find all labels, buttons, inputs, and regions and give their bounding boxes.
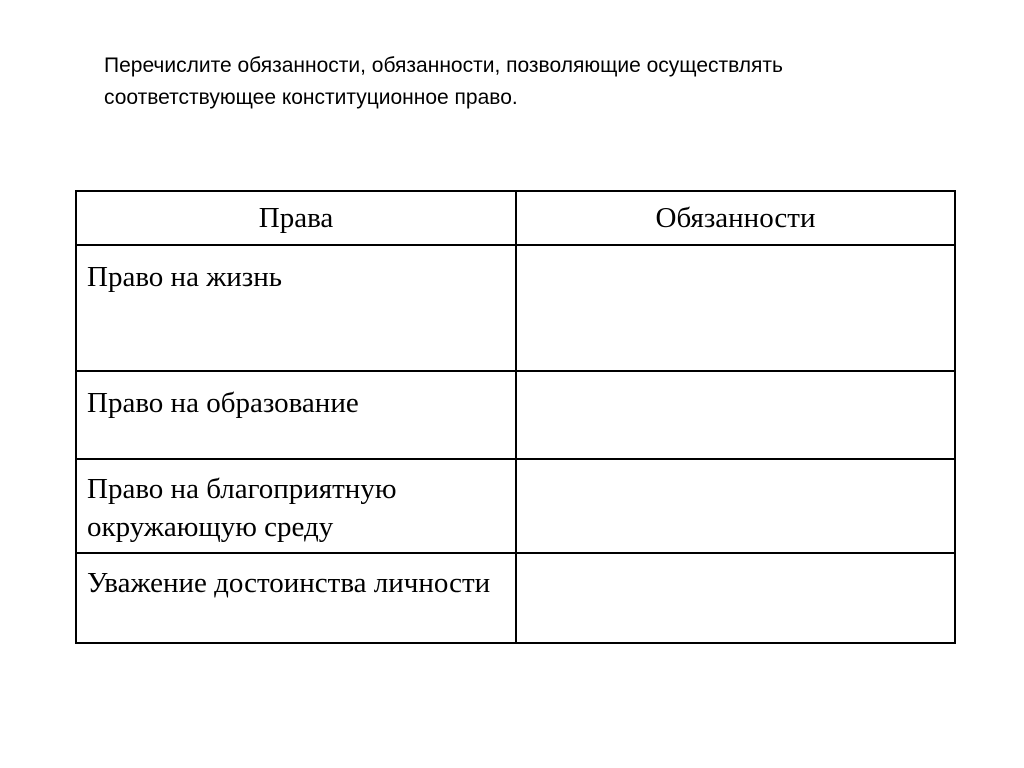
- header-rights: Права: [76, 191, 516, 245]
- right-cell: Право на благоприятную окружающую среду: [76, 459, 516, 553]
- task-line-2: соответствующее конституционное право.: [104, 86, 518, 109]
- right-cell: Право на жизнь: [76, 245, 516, 371]
- duty-cell[interactable]: [516, 245, 955, 371]
- rights-duties-table: [75, 190, 956, 644]
- table-row: [76, 459, 955, 553]
- table-row: [76, 371, 955, 459]
- duty-cell[interactable]: [516, 553, 955, 643]
- table-row: [76, 553, 955, 643]
- task-instruction: [104, 50, 964, 114]
- duty-cell[interactable]: [516, 371, 955, 459]
- table-header-row: [76, 191, 955, 245]
- duty-cell[interactable]: [516, 459, 955, 553]
- header-duties: Обязанности: [516, 191, 955, 245]
- table-row: [76, 245, 955, 371]
- right-cell: Уважение достоинства личности: [76, 553, 516, 643]
- task-line-1: Перечислите обязанности, обязанности, позволяющие осуществлять: [104, 54, 783, 77]
- right-cell: Право на образование: [76, 371, 516, 459]
